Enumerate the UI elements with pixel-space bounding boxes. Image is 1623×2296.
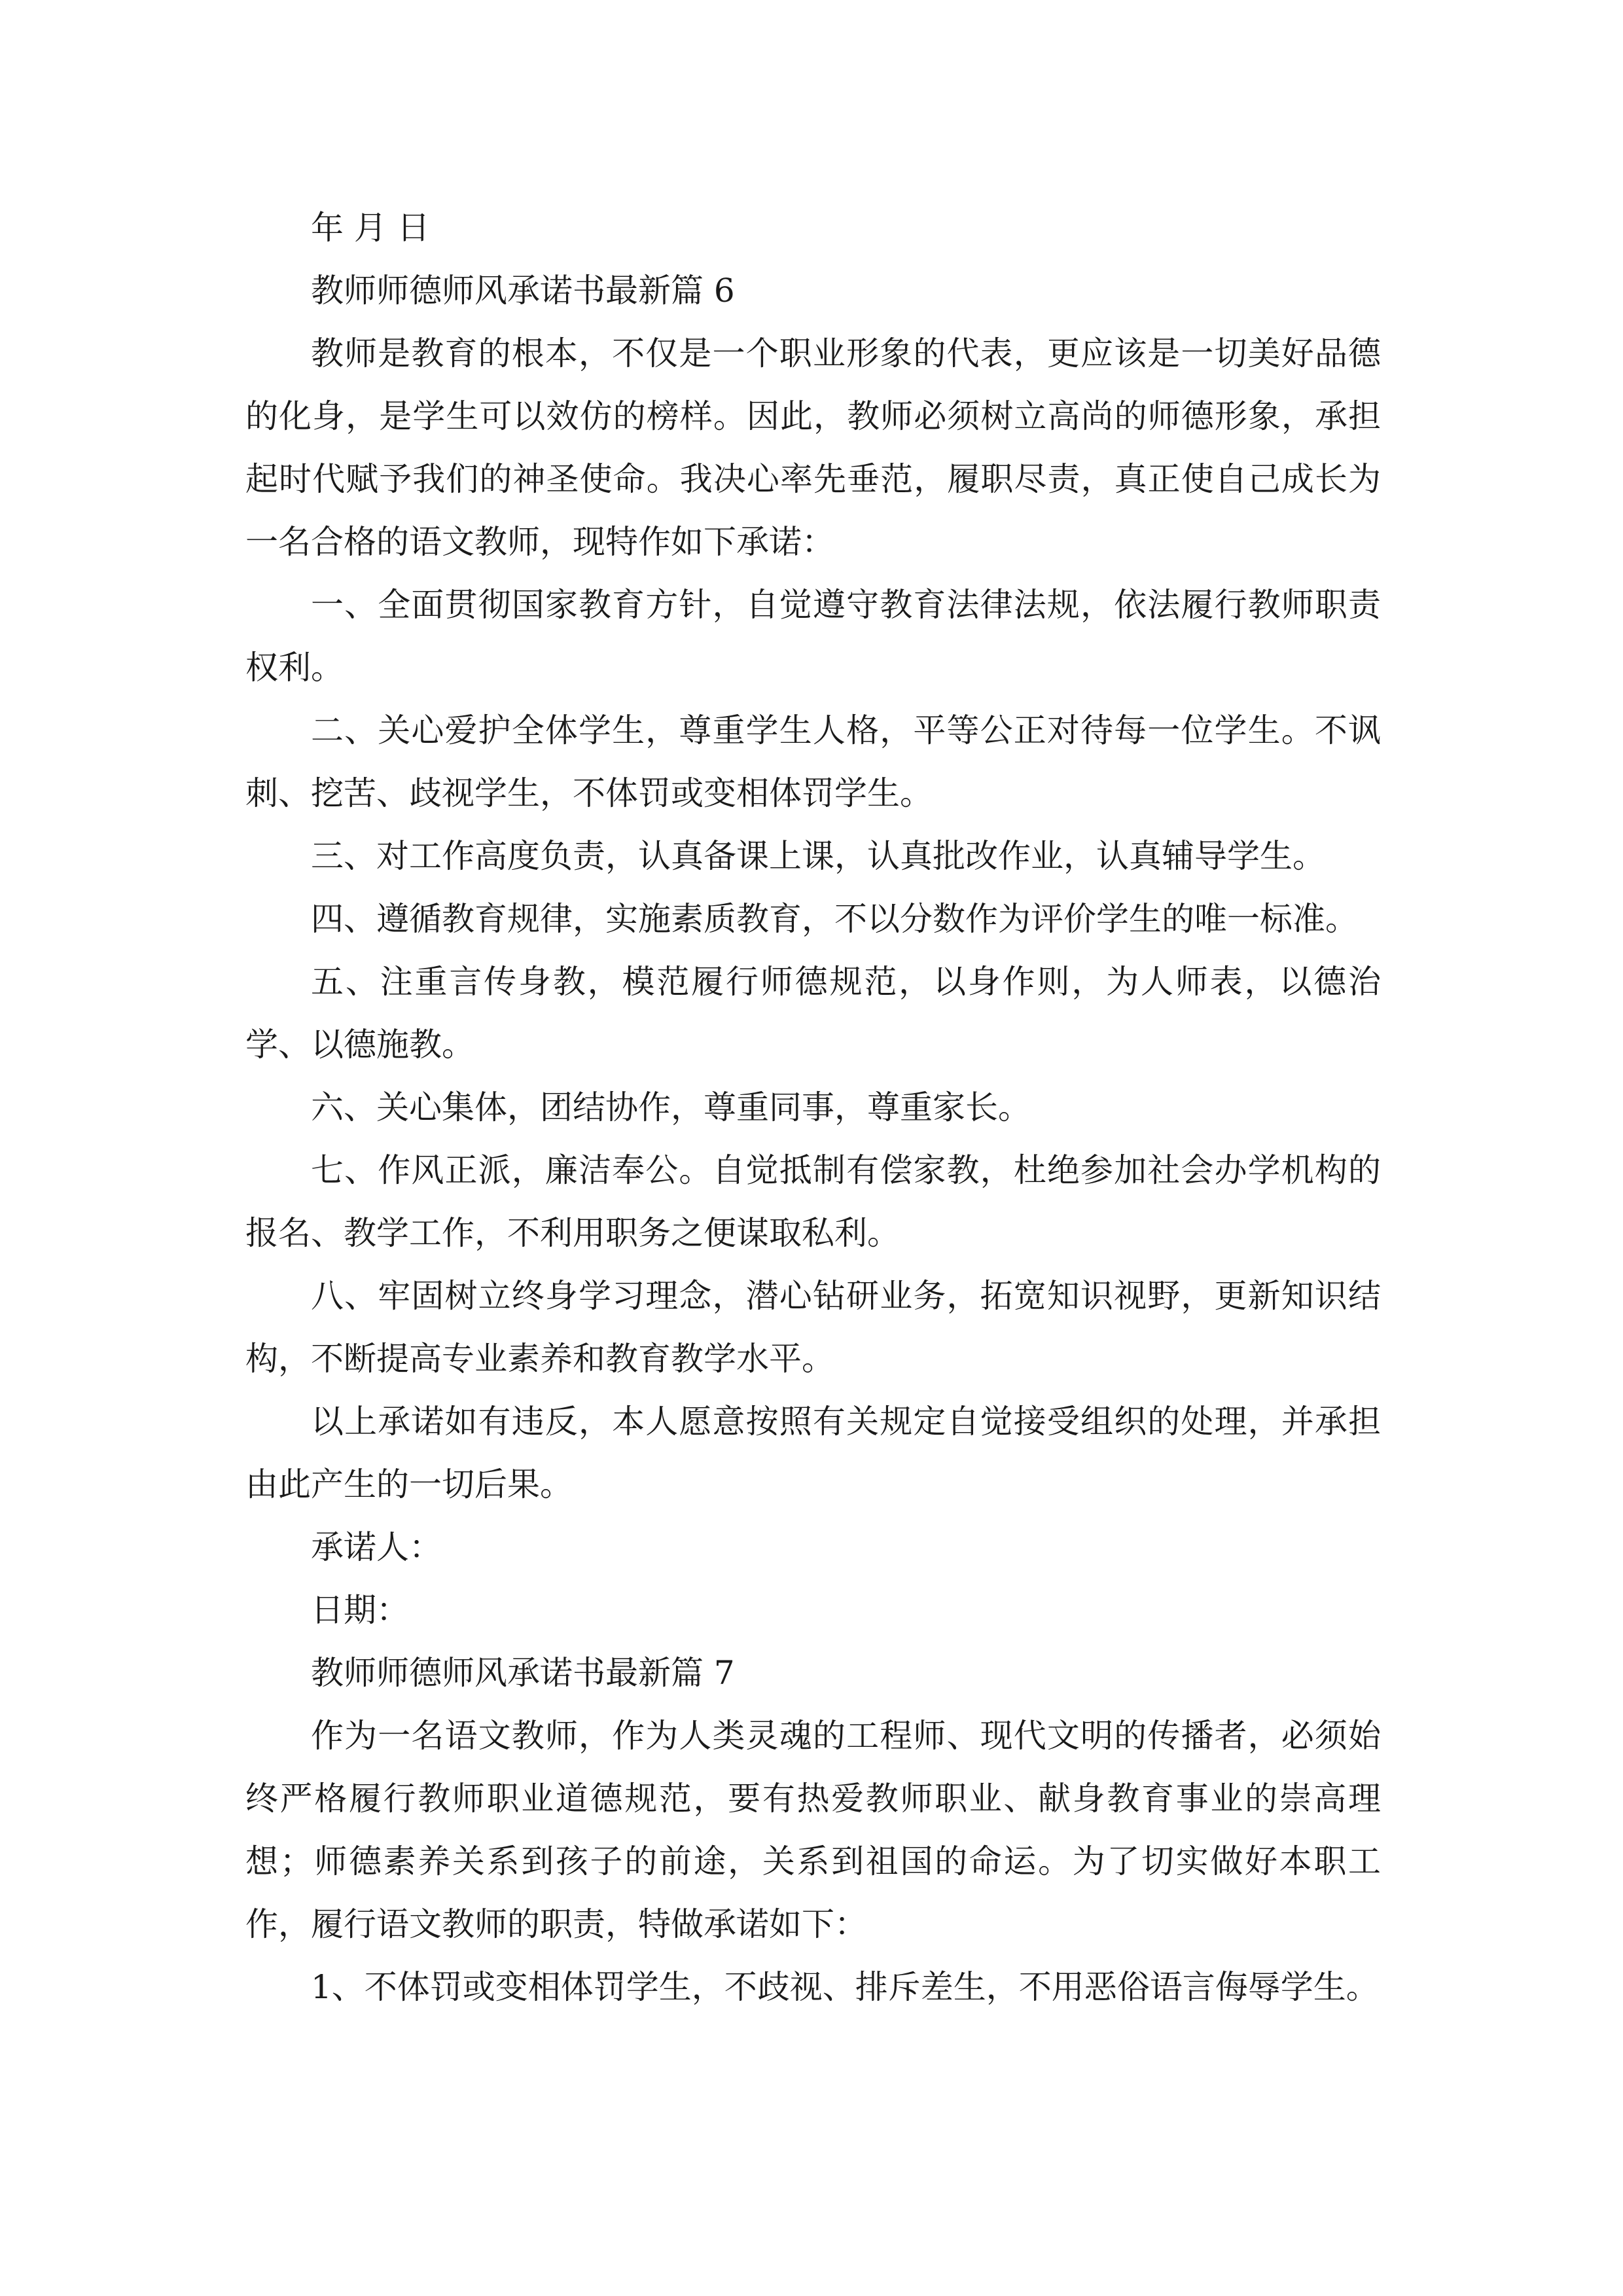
paragraph: 一、全面贯彻国家教育方针，自觉遵守教育法律法规，依法履行教师职责权利。 bbox=[245, 586, 1381, 687]
paragraph: 六、关心集体，团结协作，尊重同事，尊重家长。 bbox=[311, 1088, 1031, 1126]
paragraph: 五、注重言传身教，模范履行师德规范，以身作则，为人师表，以德治学、以德施教。 bbox=[245, 963, 1381, 1064]
paragraph: 七、作风正派，廉洁奉公。自觉抵制有偿家教，杜绝参加社会办学机构的报名、教学工作，不利用职务之便谋取私利。 bbox=[245, 1151, 1381, 1252]
paragraph: 1、不体罚或变相体罚学生，不歧视、排斥差生，不用恶俗语言侮辱学生。 bbox=[311, 1968, 1379, 2006]
paragraph: 以上承诺如有违反，本人愿意按照有关规定自觉接受组织的处理，并承担由此产生的一切后果。 bbox=[245, 1403, 1381, 1503]
paragraph: 三、对工作高度负责，认真备课上课，认真批改作业，认真辅导学生。 bbox=[311, 837, 1325, 875]
paragraph: 二、关心爱护全体学生，尊重学生人格，平等公正对待每一位学生。不讽刺、挖苦、歧视学生，不体罚或变相体罚学生。 bbox=[245, 711, 1381, 812]
signer-line: 承诺人： bbox=[311, 1528, 442, 1566]
section-title: 教师师德师风承诺书最新篇 7 bbox=[311, 1654, 735, 1692]
paragraph: 八、牢固树立终身学习理念，潜心钻研业务，拓宽知识视野，更新知识结构，不断提高专业素养和教育教学水平。 bbox=[245, 1277, 1381, 1378]
date-label: 日期： bbox=[311, 1591, 409, 1629]
paragraph: 四、遵循教育规律，实施素质教育，不以分数作为评价学生的唯一标准。 bbox=[311, 900, 1358, 938]
section-title: 教师师德师风承诺书最新篇 6 bbox=[311, 272, 735, 310]
paragraph: 作为一名语文教师，作为人类灵魂的工程师、现代文明的传播者，必须始终严格履行教师职业道德规范，要有热爱教师职业、献身教育事业的崇高理想；师德素养关系到孩子的前途，关系到祖国的命运。为了切实做好本职工作，履行语文教师的职责，特做承诺如下： bbox=[245, 1717, 1381, 1943]
paragraph: 教师是教育的根本，不仅是一个职业形象的代表，更应该是一切美好品德的化身，是学生可以效仿的榜样。因此，教师必须树立高尚的师德形象，承担起时代赋予我们的神圣使命。我决心率先垂范，履职尽责，真正使自己成长为一名合格的语文教师，现特作如下承诺： bbox=[245, 334, 1381, 561]
document-body bbox=[245, 196, 1381, 2018]
date-line: 年 月 日 bbox=[311, 209, 430, 247]
